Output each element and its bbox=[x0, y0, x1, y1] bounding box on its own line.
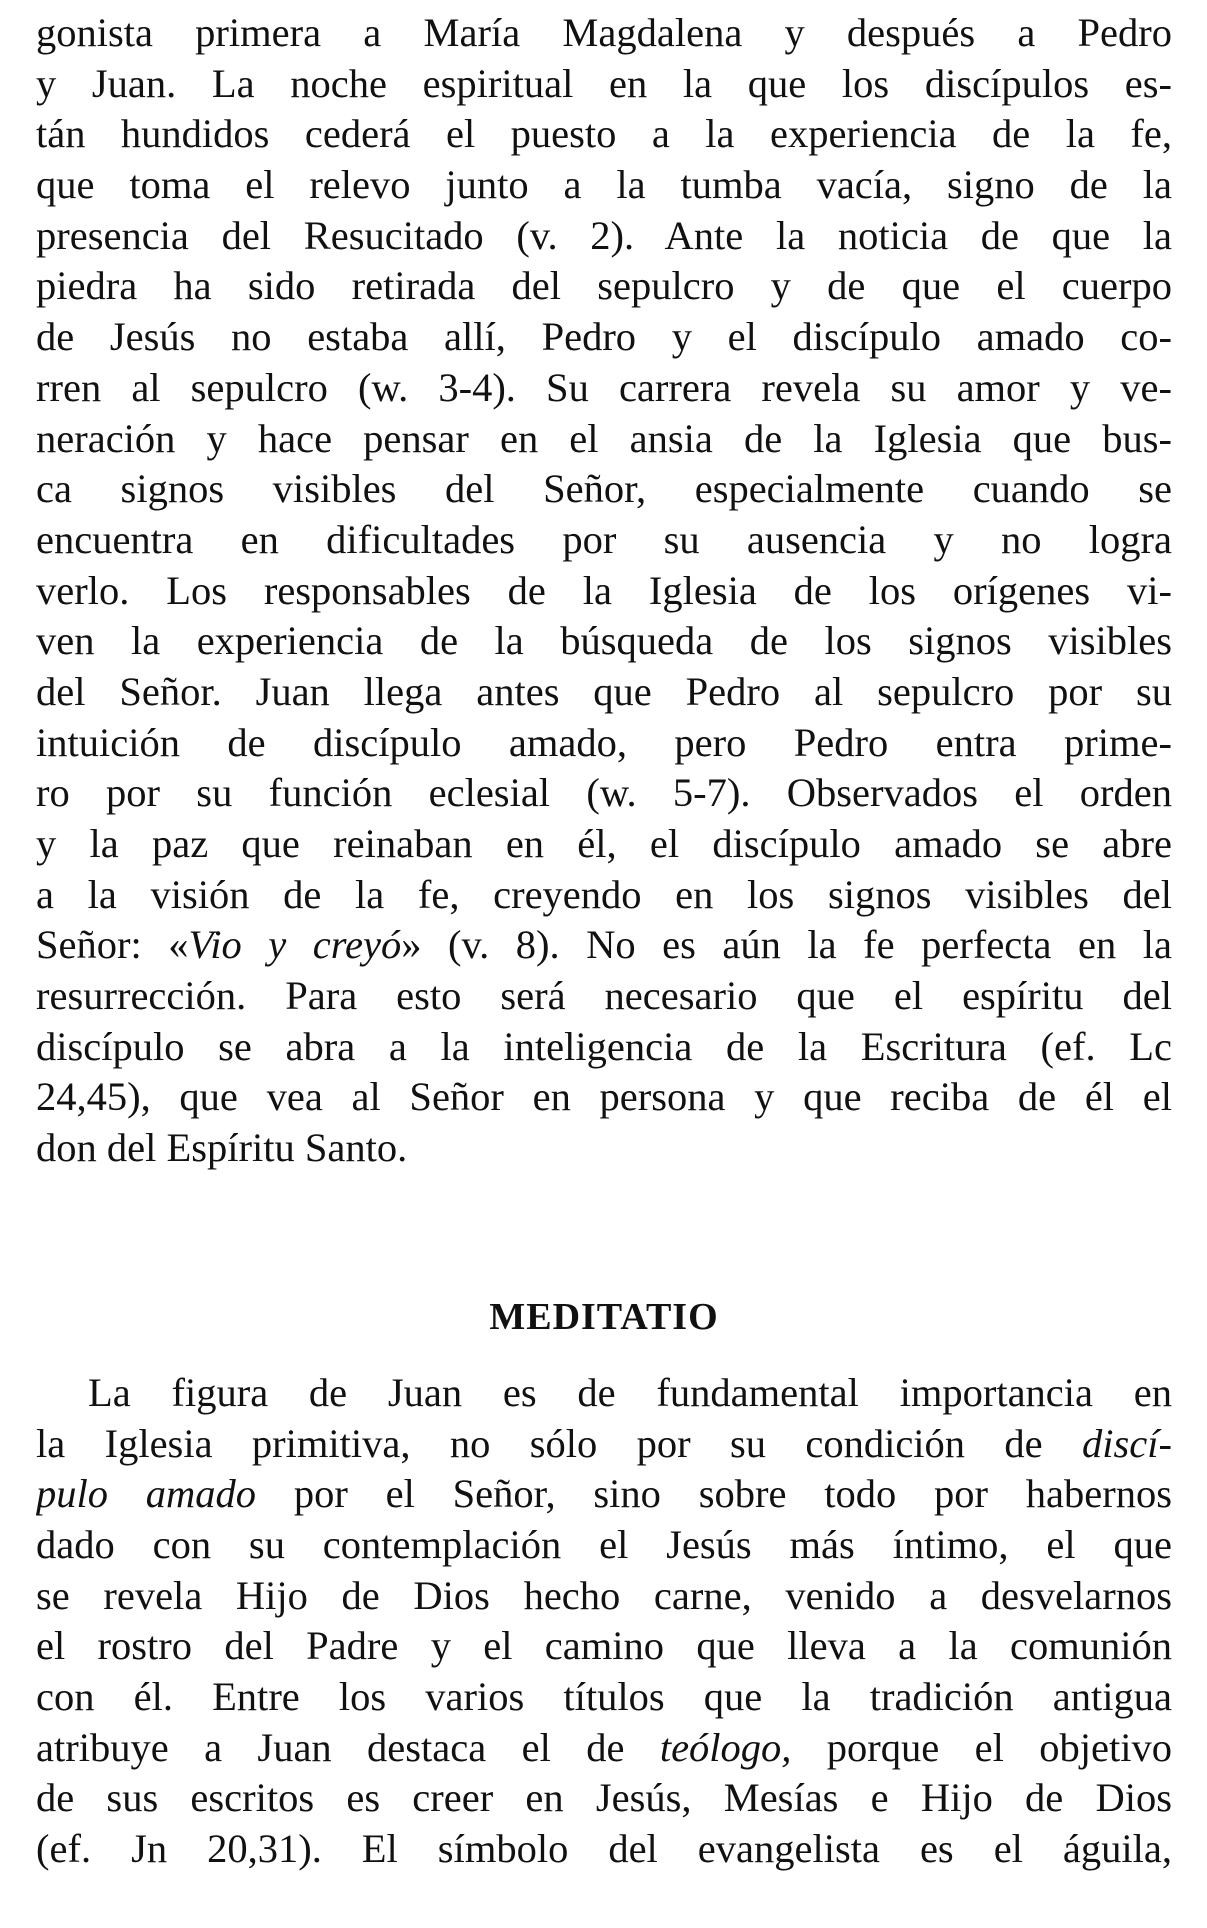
text-line: gonista primera a María Magdalena y después a Pedro bbox=[36, 10, 1172, 55]
text-line: intuición de discípulo amado, pero Pedro entra prime- bbox=[36, 719, 1172, 765]
text-line: don del Espíritu Santo. bbox=[36, 1125, 408, 1171]
text-line: verlo. Los responsables de la Iglesia de los orígenes vi- bbox=[36, 567, 1172, 613]
text-line: neración y hace pensar en el ansia de la Iglesia que bus- bbox=[36, 415, 1172, 461]
text-line: a la visión de la fe, creyendo en los signos visibles del bbox=[36, 871, 1172, 917]
text-line bbox=[36, 1723, 1172, 1774]
quote-italic: Vio y creyó bbox=[188, 922, 402, 968]
text-line: encuentra en dificultades por su ausencia y no logra bbox=[36, 516, 1172, 562]
text-line: piedra ha sido retirada del sepulcro y de que el cuerpo bbox=[36, 263, 1172, 309]
text-line: discípulo se abra a la inteligencia de la Escritura (ef. Lc bbox=[36, 1023, 1172, 1069]
text-line: La figura de Juan es de fundamental importancia en bbox=[88, 1369, 1172, 1415]
text-run: porque el objetivo bbox=[791, 1724, 1172, 1770]
text-line: rren al sepulcro (w. 3-4). Su carrera revela su amor y ve- bbox=[36, 364, 1172, 410]
text-line: se revela Hijo de Dios hecho carne, venido a desvelarnos bbox=[36, 1572, 1172, 1618]
text-run: » (v. 8). No es aún la fe perfecta en la bbox=[401, 922, 1172, 968]
text-line: del Señor. Juan llega antes que Pedro al sepulcro por su bbox=[36, 668, 1172, 714]
text-run: Señor: « bbox=[36, 922, 189, 968]
text-line: ca signos visibles del Señor, especialmente cuando se bbox=[36, 466, 1172, 512]
text-line: ro por su función eclesial (w. 5-7). Observados el orden bbox=[36, 770, 1172, 816]
text-line: resurrección. Para esto será necesario que el espíritu del bbox=[36, 973, 1172, 1019]
emphasis-italic: teólogo, bbox=[659, 1724, 792, 1770]
emphasis-italic: discí- bbox=[1082, 1420, 1172, 1466]
paragraph-meditatio bbox=[36, 1368, 1172, 1875]
text-line bbox=[36, 920, 1172, 971]
text-line: (ef. Jn 20,31). El símbolo del evangelista es el águila, bbox=[36, 1826, 1172, 1871]
text-line bbox=[36, 1469, 1172, 1520]
text-line: con él. Entre los varios títulos que la tradición antigua bbox=[36, 1673, 1172, 1719]
text-run: por el Señor, sino sobre todo por habernos bbox=[256, 1471, 1172, 1517]
text-line: de Jesús no estaba allí, Pedro y el discípulo amado co- bbox=[36, 314, 1172, 360]
text-line: 24,45), que vea al Señor en persona y que reciba de él el bbox=[36, 1074, 1172, 1120]
text-run: la Iglesia primitiva, no sólo por su condición de bbox=[36, 1420, 1083, 1466]
section-heading: MEDITATIO bbox=[489, 1295, 719, 1338]
text-line bbox=[36, 1419, 1172, 1470]
text-run: atribuye a Juan destaca el de bbox=[36, 1724, 660, 1770]
text-line: el rostro del Padre y el camino que lleva a la comunión bbox=[36, 1623, 1172, 1669]
text-line: presencia del Resucitado (v. 2). Ante la noticia de que la bbox=[36, 212, 1172, 258]
text-line: dado con su contemplación el Jesús más íntimo, el que bbox=[36, 1521, 1172, 1567]
emphasis-italic: pulo amado bbox=[36, 1471, 257, 1517]
text-line: tán hundidos cederá el puesto a la experiencia de la fe, bbox=[36, 111, 1172, 157]
text-line: de sus escritos es creer en Jesús, Mesías e Hijo de Dios bbox=[36, 1775, 1172, 1821]
text-line: ven la experiencia de la búsqueda de los signos visibles bbox=[36, 618, 1172, 664]
text-line: y la paz que reinaban en él, el discípulo amado se abre bbox=[36, 821, 1172, 866]
text-line: que toma el relevo junto a la tumba vacía, signo de la bbox=[36, 162, 1172, 208]
paragraph-lectio-continuation bbox=[36, 8, 1172, 1174]
text-line: y Juan. La noche espiritual en la que los discípulos es- bbox=[36, 60, 1172, 106]
book-page bbox=[36, 8, 1172, 1875]
